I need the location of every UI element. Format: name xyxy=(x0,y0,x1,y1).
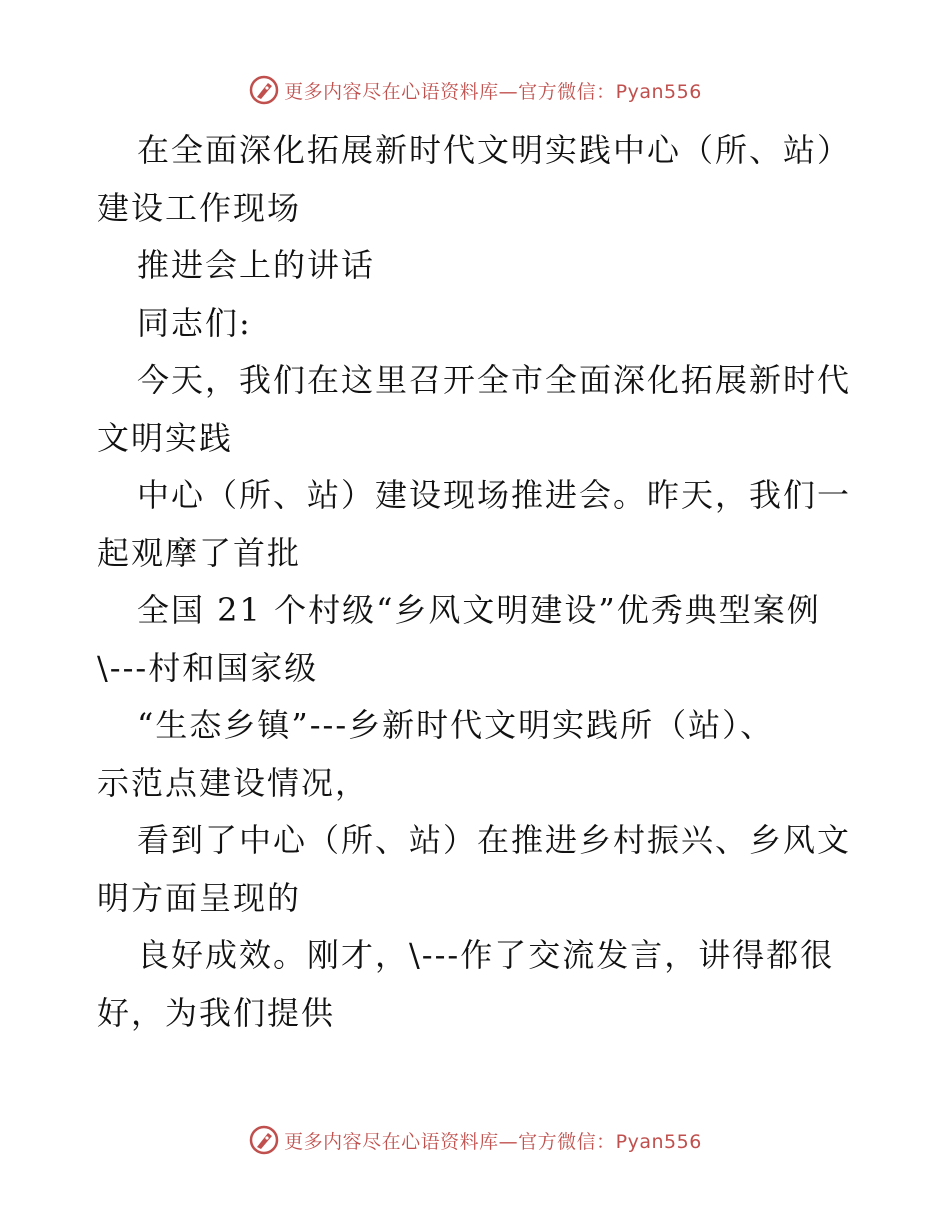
header-banner-text: 更多内容尽在心语资料库—官方微信：Pyan556 xyxy=(284,80,702,103)
text-line: 好，为我们提供 xyxy=(97,993,336,1032)
text-line: 在全面深化拓展新时代文明实践中心（所、站） xyxy=(137,131,852,169)
text-line: 推进会上的讲话 xyxy=(137,246,376,284)
text-line: 明方面呈现的 xyxy=(97,878,302,917)
text-line: 起观摩了首批 xyxy=(97,533,302,572)
pen-nib-circle-icon xyxy=(248,74,280,106)
document-body xyxy=(97,122,857,1042)
text-line: 良好成效。刚才，\---作了交流发言，讲得都很 xyxy=(137,936,835,974)
text-line: 全国 21 个村级“乡风文明建设”优秀典型案例 xyxy=(137,591,821,629)
footer-banner xyxy=(0,1120,950,1160)
footer-banner-text: 更多内容尽在心语资料库—官方微信：Pyan556 xyxy=(284,1130,702,1153)
text-line: 中心（所、站）建设现场推进会。昨天，我们一 xyxy=(137,476,852,514)
text-line: 建设工作现场 xyxy=(97,188,302,227)
pen-nib-circle-icon xyxy=(248,1124,280,1156)
text-line: 示范点建设情况， xyxy=(97,763,370,802)
text-line: \---村和国家级 xyxy=(97,648,319,687)
text-line: 同志们: xyxy=(137,303,252,342)
text-line: 文明实践 xyxy=(97,418,234,457)
text-line: “生态乡镇”---乡新时代文明实践所（站）、 xyxy=(137,706,775,744)
text-line: 看到了中心（所、站）在推进乡村振兴、乡风文 xyxy=(137,821,852,859)
header-banner xyxy=(0,70,950,110)
text-line: 今天，我们在这里召开全市全面深化拓展新时代 xyxy=(137,361,852,399)
